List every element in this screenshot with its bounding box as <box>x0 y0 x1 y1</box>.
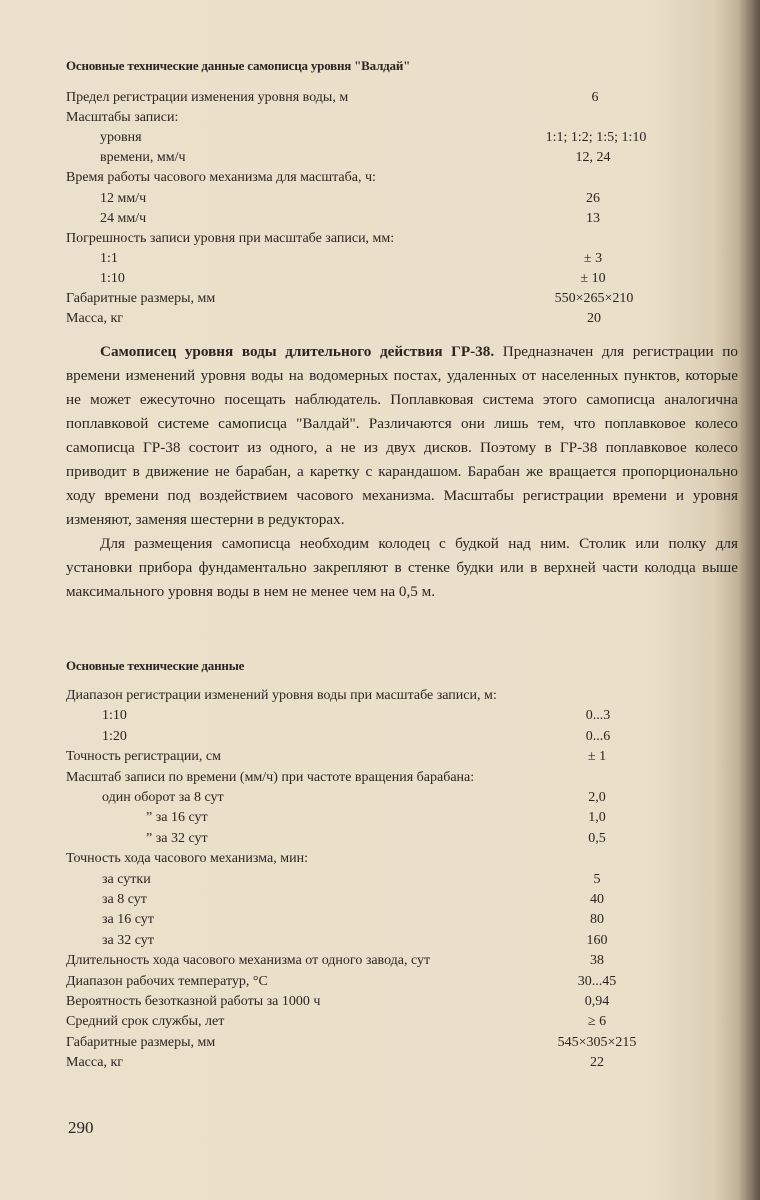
spec-label: 1:10 <box>100 270 125 286</box>
spec-value: 26 <box>586 190 600 206</box>
spec-row <box>66 309 720 329</box>
spec-row <box>66 1033 720 1053</box>
spec-value: ± 10 <box>580 270 606 286</box>
spec-label: 1:1 <box>100 250 118 266</box>
spec-label: Точность хода часового механизма, мин: <box>66 851 308 867</box>
spec-row <box>66 148 720 168</box>
paragraph-gr38 <box>66 340 738 532</box>
spec-value: 2,0 <box>588 790 606 805</box>
spec-label: за 8 сут <box>102 892 147 907</box>
spec-row <box>66 788 720 808</box>
spec-row <box>66 108 720 128</box>
spec-value: ± 3 <box>583 250 603 266</box>
spec-label: 24 мм/ч <box>100 210 147 226</box>
spec-row <box>66 910 720 930</box>
spec-row <box>66 870 720 890</box>
spec-row <box>66 951 720 971</box>
page-number: 290 <box>68 1118 94 1137</box>
spec-label: Габаритные размеры, мм <box>66 1034 216 1050</box>
spec-row <box>66 849 720 869</box>
spec-row <box>66 209 720 229</box>
spec-row <box>66 972 720 992</box>
spec-label: Погрешность записи уровня при масштабе записи, мм: <box>66 230 395 246</box>
page-binding-shadow <box>738 0 760 1200</box>
spec-row <box>66 992 720 1012</box>
spec-row <box>66 1012 720 1032</box>
spec-label: ” за 16 сут <box>146 810 208 826</box>
spec-value: 5 <box>593 871 601 887</box>
spec-value: 22 <box>590 1055 604 1071</box>
spec-row <box>66 229 720 249</box>
spec-row <box>66 168 720 188</box>
spec-label: Масштабы записи: <box>66 110 179 126</box>
spec-label: 1:20 <box>102 728 127 744</box>
spec-row <box>66 189 720 209</box>
spec-row <box>66 686 720 706</box>
spec-value: 38 <box>590 953 604 969</box>
spec-label: Средний срок службы, лет <box>66 1014 225 1030</box>
spec-label: Диапазон рабочих температур, °С <box>66 973 268 989</box>
spec-row <box>66 128 720 148</box>
spec-label: Точность регистрации, см <box>66 749 221 765</box>
paragraph-2: Для размещения самописца необходим колодец с будкой над ним. Столик или полку для установки прибора фундаментально закрепляют в стенке будки или в верхней части колодца выше максимального уровня воды в нем не менее чем на 0,5 м. <box>66 535 738 600</box>
spec-row <box>66 727 720 747</box>
spec-label: Масса, кг <box>66 311 124 327</box>
paragraph-1-text: Предназначен для регистрации по времени изменений уровня воды на водомерных постах, удаленных от населенных пунктов, которые не может ежесуточно посещать наблюдатель. Поплавковая система этого самописца аналогична поплавковой системе самописца "Валдай". Различаются они лишь тем, что поплавковое колесо самописца ГР-38 состоит из одного, а не из двух дисков. Поэтому в ГР-38 поплавковое колесо приводит в движение не барабан, а каретку с карандашом. Барабан же вращается пропорционально ходу времени под воздействием часового механизма. Масштабы регистрации времени и уровня изменяют, заменяя шестерни в редукторах. <box>66 343 739 528</box>
spec-label: ” за 32 сут <box>146 830 208 846</box>
spec-row <box>66 269 720 289</box>
spec-row <box>66 249 720 269</box>
spec-label: Габаритные размеры, мм <box>66 291 216 306</box>
spec-value: ± 1 <box>587 749 607 765</box>
spec-label: Время работы часового механизма для масштаба, ч: <box>66 170 376 186</box>
spec-value: 545×305×215 <box>557 1034 637 1050</box>
device-title: Самописец уровня воды длительного действия ГР-38. <box>100 343 495 360</box>
spec-label: времени, мм/ч <box>100 150 186 166</box>
spec-row <box>66 747 720 767</box>
spec-row <box>66 931 720 951</box>
spec-label: Предел регистрации изменения уровня воды, м <box>66 90 349 105</box>
spec-label: за 32 сут <box>102 932 154 948</box>
spec-value: 1:1; 1:2; 1:5; 1:10 <box>545 130 647 146</box>
spec-row <box>66 706 720 726</box>
spec-row <box>66 768 720 788</box>
section-heading-specs: Основные технические данные <box>66 658 245 673</box>
spec-row <box>66 1053 720 1073</box>
spec-value: 0,5 <box>588 830 606 846</box>
spec-label: Диапазон регистрации изменений уровня воды при масштабе записи, м: <box>66 688 497 703</box>
spec-value: 40 <box>590 892 604 907</box>
spec-value: 20 <box>587 311 601 327</box>
spec-row <box>66 808 720 828</box>
spec-row <box>66 88 720 108</box>
spec-value: 0...6 <box>585 728 611 744</box>
spec-label: Длительность хода часового механизма от одного завода, сут <box>66 953 431 969</box>
spec-label: Вероятность безотказной работы за 1000 ч <box>66 994 321 1009</box>
spec-row <box>66 289 720 309</box>
spec-value: 30...45 <box>577 973 617 989</box>
spec-label: Масштаб записи по времени (мм/ч) при частоте вращения барабана: <box>66 769 475 785</box>
section-heading-valdai: Основные технические данные самописца уровня "Валдай" <box>66 58 411 73</box>
spec-value: 160 <box>586 932 608 948</box>
spec-label: за сутки <box>102 871 151 887</box>
spec-value: 13 <box>586 210 600 226</box>
spec-label: 1:10 <box>102 708 127 724</box>
spec-label: 12 мм/ч <box>100 190 147 206</box>
spec-label: за 16 сут <box>102 912 154 928</box>
spec-label: один оборот за 8 сут <box>102 790 224 805</box>
spec-row <box>66 829 720 849</box>
spec-row <box>66 890 720 910</box>
spec-value: 0,94 <box>584 994 610 1009</box>
spec-value: 550×265×210 <box>554 291 634 306</box>
spec-label: уровня <box>100 130 142 146</box>
spec-label: Масса, кг <box>66 1055 124 1071</box>
spec-value: 80 <box>590 912 604 928</box>
spec-value: 12, 24 <box>575 150 611 166</box>
spec-value: 1,0 <box>588 810 606 826</box>
spec-value: ≥ 6 <box>587 1014 607 1030</box>
body-text <box>66 340 738 604</box>
spec-value: 0...3 <box>585 708 611 724</box>
spec-value: 6 <box>591 90 599 105</box>
